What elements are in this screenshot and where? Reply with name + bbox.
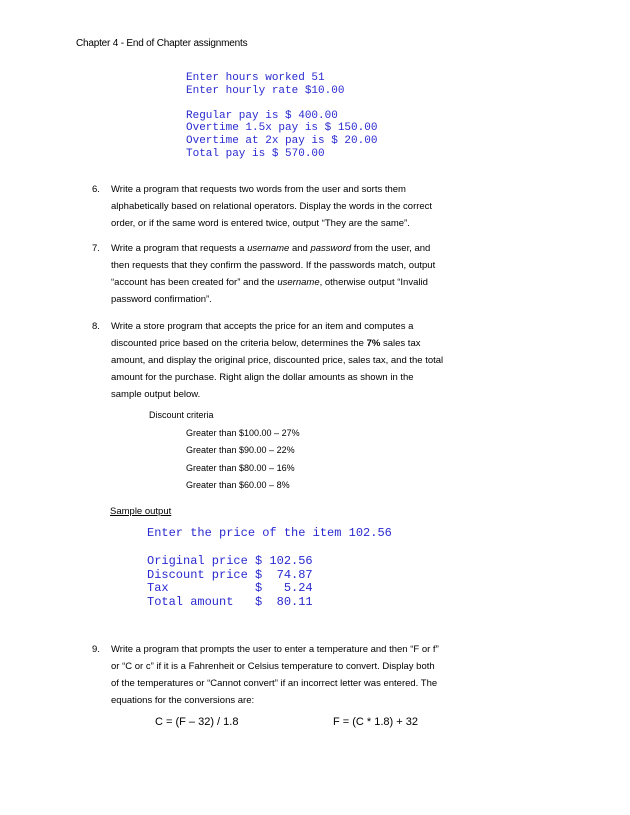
item-line: discounted price based on the criteria below, determines the 7% sales tax: [111, 338, 421, 349]
item-line: Write a store program that accepts the price for an item and computes a: [111, 321, 414, 332]
item-line: then requests that they confirm the password. If the passwords match, output: [111, 260, 436, 271]
sample-line-hours: Enter hours worked 51: [186, 72, 325, 84]
discount-heading: Discount criteria: [149, 410, 214, 420]
item-line: order, or if the same word is entered twice, output “They are the same”.: [111, 218, 410, 229]
sample-line-rate: Enter hourly rate $10.00: [186, 85, 345, 97]
item-line: “account has been created for” and the username, otherwise output “Invalid: [111, 277, 428, 288]
assignment-7: [92, 240, 512, 308]
item-line: password confirmation”.: [111, 294, 212, 305]
item-line: alphabetically based on relational operators. Display the words in the correct: [111, 201, 433, 212]
item-line: of the temperatures or “Cannot convert” if an incorrect letter was entered. The: [111, 678, 438, 689]
item-line: amount, and display the original price, discounted price, sales tax, and the total: [111, 355, 444, 366]
sample-line-original: Original price $ 102.56: [147, 554, 313, 568]
item-number: 6.: [92, 184, 100, 195]
sample-output-heading: Sample output: [110, 506, 172, 517]
item-line: Write a program that prompts the user to enter a temperature and then “F or f”: [111, 644, 439, 655]
sample-line-total-amount: Total amount $ 80.11: [147, 595, 313, 609]
item-line: Write a program that requests a username and password from the user, and: [111, 243, 431, 254]
equation-celsius: C = (F – 32) / 1.8: [155, 716, 239, 728]
item-number: 8.: [92, 321, 100, 332]
sample-line-price: Enter the price of the item 102.56: [147, 526, 392, 540]
sample-line-discount: Discount price $ 74.87: [147, 568, 313, 582]
page-header: Chapter 4 - End of Chapter assignments: [76, 38, 248, 49]
item-number: 9.: [92, 644, 100, 655]
sample-line-overtime-1-5: Overtime 1.5x pay is $ 150.00: [186, 122, 378, 134]
item-line: equations for the conversions are:: [111, 695, 255, 706]
sample-line-total: Total pay is $ 570.00: [186, 148, 325, 160]
equation-fahrenheit: F = (C * 1.8) + 32: [333, 716, 418, 728]
item-line: or “C or c” if it is a Fahrenheit or Celsius temperature to convert. Display both: [111, 661, 435, 672]
discount-row: Greater than $100.00 – 27%: [186, 428, 300, 438]
assignment-8: [92, 318, 512, 403]
sample-line-overtime-2: Overtime at 2x pay is $ 20.00: [186, 135, 378, 147]
discount-row: Greater than $90.00 – 22%: [186, 445, 295, 455]
assignment-9: [92, 641, 522, 709]
item-line: sample output below.: [111, 389, 201, 400]
discount-row: Greater than $60.00 – 8%: [186, 480, 290, 490]
assignment-6: [92, 181, 512, 232]
discount-row: Greater than $80.00 – 16%: [186, 463, 295, 473]
item-line: amount for the purchase. Right align the dollar amounts as shown in the: [111, 372, 414, 383]
sample-line-regular: Regular pay is $ 400.00: [186, 110, 338, 122]
item-line: Write a program that requests two words from the user and sorts them: [111, 184, 406, 195]
sample-line-tax: Tax $ 5.24: [147, 581, 313, 595]
item-number: 7.: [92, 243, 100, 254]
